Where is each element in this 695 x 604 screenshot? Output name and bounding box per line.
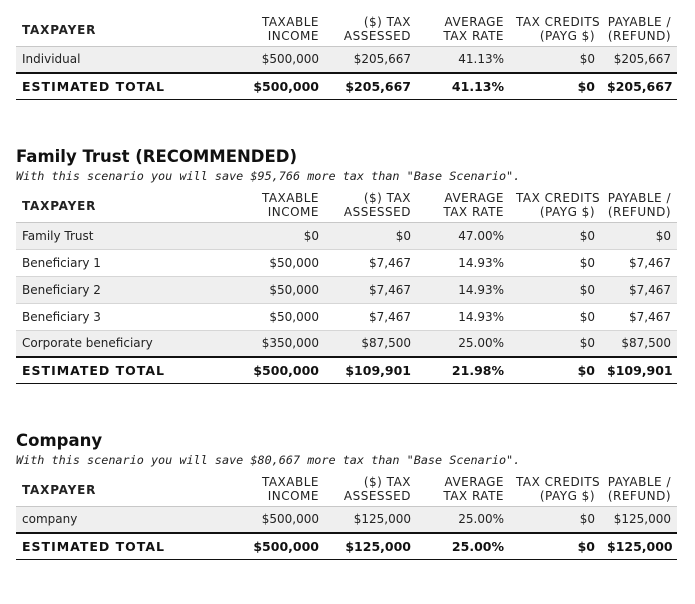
column-header-line: TAX RATE xyxy=(443,488,504,503)
column-header-line: (REFUND) xyxy=(607,28,671,43)
column-header-line: TAXPAYER xyxy=(22,482,97,497)
cell-average-tax-rate: 14.93% xyxy=(417,276,510,303)
cell-payable-refund: $7,467 xyxy=(601,249,677,276)
total-taxable-income: $500,000 xyxy=(212,533,325,559)
cell-tax-credits: $0 xyxy=(510,222,601,249)
cell-taxpayer: company xyxy=(16,506,212,533)
column-header-line: TAXPAYER xyxy=(22,198,97,213)
column-header-tax-credits xyxy=(510,12,601,46)
column-header-tax-credits xyxy=(510,472,601,506)
column-header-payable-refund xyxy=(601,12,677,46)
column-header-payable-refund xyxy=(601,188,677,222)
column-header-line: INCOME xyxy=(267,488,319,503)
header-row xyxy=(16,12,677,46)
cell-average-tax-rate: 25.00% xyxy=(417,506,510,533)
column-header-line: PAYABLE / xyxy=(607,190,671,205)
cell-payable-refund: $205,667 xyxy=(601,46,677,73)
table-row xyxy=(16,330,677,357)
column-header-line: ASSESSED xyxy=(343,488,411,503)
column-header-line: (REFUND) xyxy=(607,204,671,219)
estimated-total-row xyxy=(16,357,677,383)
total-payable-refund: $205,667 xyxy=(601,73,677,99)
table-row xyxy=(16,249,677,276)
total-average-tax-rate: 25.00% xyxy=(417,533,510,559)
total-taxpayer: ESTIMATED TOTAL xyxy=(16,357,212,383)
column-header-line: TAXABLE xyxy=(261,14,319,29)
cell-average-tax-rate: 41.13% xyxy=(417,46,510,73)
cell-taxable-income: $500,000 xyxy=(212,506,325,533)
cell-taxable-income: $50,000 xyxy=(212,276,325,303)
tax-table xyxy=(16,12,677,100)
table-row xyxy=(16,222,677,249)
header-row xyxy=(16,472,677,506)
cell-taxpayer: Beneficiary 3 xyxy=(16,303,212,330)
scenario-section xyxy=(16,430,677,560)
estimated-total-row xyxy=(16,73,677,99)
table-row xyxy=(16,506,677,533)
column-header-line: TAX CREDITS xyxy=(516,474,601,489)
scenario-savings-note: With this scenario you will save $95,766 more tax than "Base Scenario". xyxy=(16,169,521,183)
total-tax-credits: $0 xyxy=(510,357,601,383)
column-header-line: (PAYG $) xyxy=(539,28,595,43)
tax-table xyxy=(16,188,677,384)
column-header-line: ($) TAX xyxy=(363,190,411,205)
cell-tax-assessed: $87,500 xyxy=(325,330,417,357)
column-header-average-tax-rate xyxy=(417,472,510,506)
column-header-taxpayer xyxy=(16,12,212,46)
total-tax-assessed: $109,901 xyxy=(325,357,417,383)
total-tax-credits: $0 xyxy=(510,533,601,559)
column-header-line: (PAYG $) xyxy=(539,488,595,503)
total-tax-assessed: $205,667 xyxy=(325,73,417,99)
total-tax-credits: $0 xyxy=(510,73,601,99)
cell-average-tax-rate: 14.93% xyxy=(417,249,510,276)
cell-tax-credits: $0 xyxy=(510,276,601,303)
column-header-taxable-income xyxy=(212,12,325,46)
cell-taxable-income: $0 xyxy=(212,222,325,249)
cell-payable-refund: $7,467 xyxy=(601,303,677,330)
scenario-savings-note: With this scenario you will save $80,667 more tax than "Base Scenario". xyxy=(16,453,521,467)
column-header-line: (PAYG $) xyxy=(539,204,595,219)
total-average-tax-rate: 21.98% xyxy=(417,357,510,383)
cell-average-tax-rate: 47.00% xyxy=(417,222,510,249)
cell-payable-refund: $7,467 xyxy=(601,276,677,303)
cell-taxpayer: Beneficiary 1 xyxy=(16,249,212,276)
estimated-total-row xyxy=(16,533,677,559)
cell-taxable-income: $50,000 xyxy=(212,249,325,276)
column-header-line: TAXPAYER xyxy=(22,22,97,37)
column-header-payable-refund xyxy=(601,472,677,506)
cell-tax-credits: $0 xyxy=(510,303,601,330)
header-row xyxy=(16,188,677,222)
cell-tax-assessed: $7,467 xyxy=(325,276,417,303)
total-tax-assessed: $125,000 xyxy=(325,533,417,559)
column-header-taxpayer xyxy=(16,472,212,506)
cell-tax-assessed: $125,000 xyxy=(325,506,417,533)
column-header-tax-assessed xyxy=(325,188,417,222)
cell-tax-credits: $0 xyxy=(510,506,601,533)
column-header-average-tax-rate xyxy=(417,12,510,46)
scenario-title: Family Trust (RECOMMENDED) xyxy=(16,147,297,166)
cell-tax-credits: $0 xyxy=(510,330,601,357)
column-header-line: INCOME xyxy=(267,28,319,43)
column-header-tax-assessed xyxy=(325,472,417,506)
total-average-tax-rate: 41.13% xyxy=(417,73,510,99)
column-header-line: ASSESSED xyxy=(343,204,411,219)
column-header-line: INCOME xyxy=(267,204,319,219)
total-taxpayer: ESTIMATED TOTAL xyxy=(16,73,212,99)
total-payable-refund: $109,901 xyxy=(601,357,677,383)
total-payable-refund: $125,000 xyxy=(601,533,677,559)
column-header-line: PAYABLE / xyxy=(607,474,671,489)
cell-payable-refund: $0 xyxy=(601,222,677,249)
cell-tax-assessed: $7,467 xyxy=(325,303,417,330)
column-header-line: AVERAGE xyxy=(444,14,504,29)
column-header-line: AVERAGE xyxy=(444,474,504,489)
scenario-section xyxy=(16,146,677,384)
column-header-line: TAXABLE xyxy=(261,474,319,489)
cell-tax-credits: $0 xyxy=(510,46,601,73)
table-row xyxy=(16,46,677,73)
total-taxable-income: $500,000 xyxy=(212,73,325,99)
column-header-tax-credits xyxy=(510,188,601,222)
column-header-line: TAX RATE xyxy=(443,28,504,43)
column-header-line: ASSESSED xyxy=(343,28,411,43)
cell-average-tax-rate: 25.00% xyxy=(417,330,510,357)
scenario-title: Company xyxy=(16,431,103,450)
column-header-line: TAXABLE xyxy=(261,190,319,205)
cell-taxpayer: Corporate beneficiary xyxy=(16,330,212,357)
column-header-line: (REFUND) xyxy=(607,488,671,503)
column-header-average-tax-rate xyxy=(417,188,510,222)
cell-payable-refund: $125,000 xyxy=(601,506,677,533)
scenario-section xyxy=(16,12,677,100)
column-header-line: ($) TAX xyxy=(363,474,411,489)
column-header-tax-assessed xyxy=(325,12,417,46)
cell-tax-assessed: $205,667 xyxy=(325,46,417,73)
column-header-line: TAX CREDITS xyxy=(516,14,601,29)
cell-tax-credits: $0 xyxy=(510,249,601,276)
cell-taxable-income: $50,000 xyxy=(212,303,325,330)
column-header-line: TAX CREDITS xyxy=(516,190,601,205)
column-header-line: TAX RATE xyxy=(443,204,504,219)
column-header-taxable-income xyxy=(212,188,325,222)
table-row xyxy=(16,276,677,303)
table-row xyxy=(16,303,677,330)
tax-table xyxy=(16,472,677,560)
cell-taxable-income: $500,000 xyxy=(212,46,325,73)
column-header-line: AVERAGE xyxy=(444,190,504,205)
cell-taxpayer: Beneficiary 2 xyxy=(16,276,212,303)
cell-taxpayer: Individual xyxy=(16,46,212,73)
cell-tax-assessed: $7,467 xyxy=(325,249,417,276)
column-header-line: ($) TAX xyxy=(363,14,411,29)
cell-payable-refund: $87,500 xyxy=(601,330,677,357)
column-header-taxpayer xyxy=(16,188,212,222)
column-header-taxable-income xyxy=(212,472,325,506)
cell-average-tax-rate: 14.93% xyxy=(417,303,510,330)
total-taxpayer: ESTIMATED TOTAL xyxy=(16,533,212,559)
column-header-line: PAYABLE / xyxy=(607,14,671,29)
total-taxable-income: $500,000 xyxy=(212,357,325,383)
cell-taxable-income: $350,000 xyxy=(212,330,325,357)
cell-taxpayer: Family Trust xyxy=(16,222,212,249)
cell-tax-assessed: $0 xyxy=(325,222,417,249)
